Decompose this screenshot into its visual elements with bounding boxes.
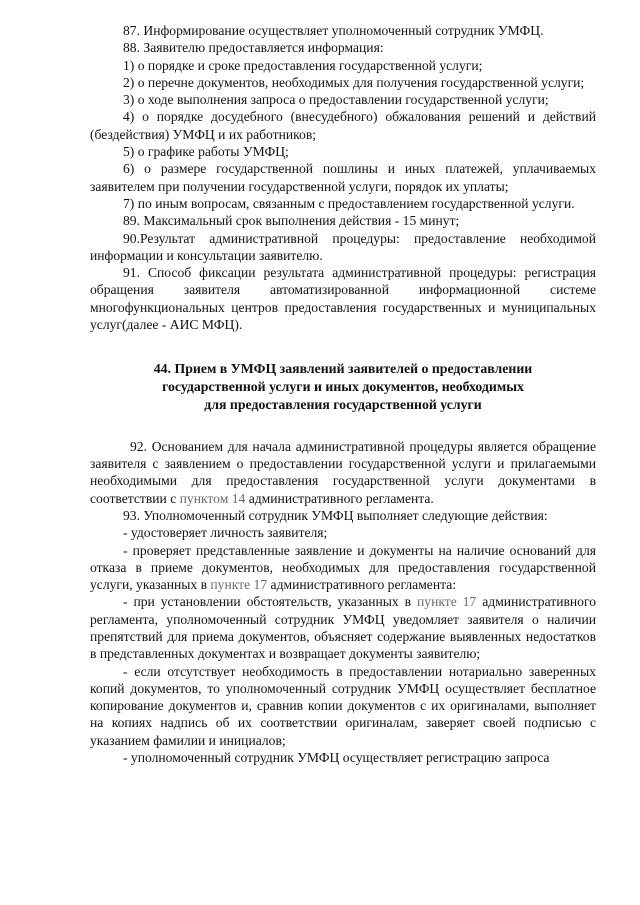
paragraph-91: 91. Способ фиксации результата административной процедуры: регистрация обращения заявителя автоматизированной информационной системе многофункциональных центров предоставления государственных и муниципальных услуг(далее - АИС МФЦ). xyxy=(90,265,596,333)
reception-section xyxy=(90,438,596,767)
paragraph-92-reference-link[interactable]: пунктом 14 xyxy=(179,490,246,506)
paragraph-93: 93. Уполномоченный сотрудник УМФЦ выполняет следующие действия: xyxy=(123,507,548,523)
paragraph-92 xyxy=(90,438,596,507)
section-heading xyxy=(90,360,596,413)
section-heading-line-3: для предоставления государственной услуги xyxy=(204,396,482,412)
paragraph-87: 87. Информирование осуществляет уполномоченный сотрудник УМФЦ. xyxy=(123,23,544,38)
info-item-3: 3) о ходе выполнения запроса о предоставлении государственной услуги; xyxy=(123,92,549,108)
info-item-5: 5) о графике работы УМФЦ; xyxy=(123,144,289,160)
paragraph-88: 88. Заявителю предоставляется информация: xyxy=(123,40,384,56)
action-item-4: - если отсутствует необходимость в предоставлении нотариально заверенных копий документов, то уполномоченный сотрудник УМФЦ осуществляет бесплатное копирование документов и, сравнив копии документов с их оригиналами, выполняет на копиях надпись об их соответствии оригиналам, заверяет своей подписью с указанием фамилии и инициалов; xyxy=(90,663,596,748)
info-item-2: 2) о перечне документов, необходимых для получения государственной услуги; xyxy=(123,74,585,90)
action-item-3-tail: административного регламента, уполномоченный сотрудник УМФЦ уведомляет заявителя о наличии препятствий для приема документов, объясняет содержание выявленных недостатков в представленных документах и возвращает документы заявителю; xyxy=(90,594,596,662)
action-item-2-text: - проверяет представленные заявление и документы на наличие оснований для отказа в приеме документов, необходимых для предоставления государственной услуги, указанных в xyxy=(90,542,596,593)
paragraph-92-text: 92. Основанием для начала административной процедуры является обращение заявителя с заявлением о предоставлении государственной услуги и прилагаемыми необходимыми для предоставления государственной услуги документами в соответствии с xyxy=(90,438,596,506)
informing-section xyxy=(90,22,596,333)
document-page xyxy=(90,22,596,766)
action-item-1: - удостоверяет личность заявителя; xyxy=(123,525,328,541)
action-item-2 xyxy=(90,542,596,594)
action-item-3-reference-link[interactable]: пункте 17 xyxy=(417,594,477,610)
section-heading-line-2: государственной услуги и иных документов, необходимых xyxy=(162,379,524,395)
action-item-3 xyxy=(90,593,596,662)
info-item-7: 7) по иным вопросам, связанным с предоставлением государственной услуги. xyxy=(123,195,575,211)
action-item-5: - уполномоченный сотрудник УМФЦ осуществляет регистрацию запроса xyxy=(123,750,550,766)
action-item-2-reference-link[interactable]: пункте 17 xyxy=(210,577,268,593)
section-heading-line-1: 44. Прием в УМФЦ заявлений заявителей о предоставлении xyxy=(153,361,533,377)
info-item-1: 1) о порядке и сроке предоставления государственной услуги; xyxy=(123,57,483,73)
paragraph-89: 89. Максимальный срок выполнения действия - 15 минут; xyxy=(123,213,460,229)
info-item-6: 6) о размере государственной пошлины и иных платежей, уплачиваемых заявителем при получении государственной услуги, порядок их уплаты; xyxy=(90,161,596,194)
info-item-4: 4) о порядке досудебного (внесудебного) обжалования решений и действий (бездействия) УМФЦ и их работников; xyxy=(90,109,596,142)
paragraph-90: 90.Результат административной процедуры: предоставление необходимой информации и консультации заявителю. xyxy=(90,230,596,263)
action-item-2-tail: административного регламента: xyxy=(267,577,457,593)
action-item-3-text: - при установлении обстоятельств, указанных в xyxy=(123,594,418,610)
paragraph-92-tail: административного регламента. xyxy=(245,490,434,506)
